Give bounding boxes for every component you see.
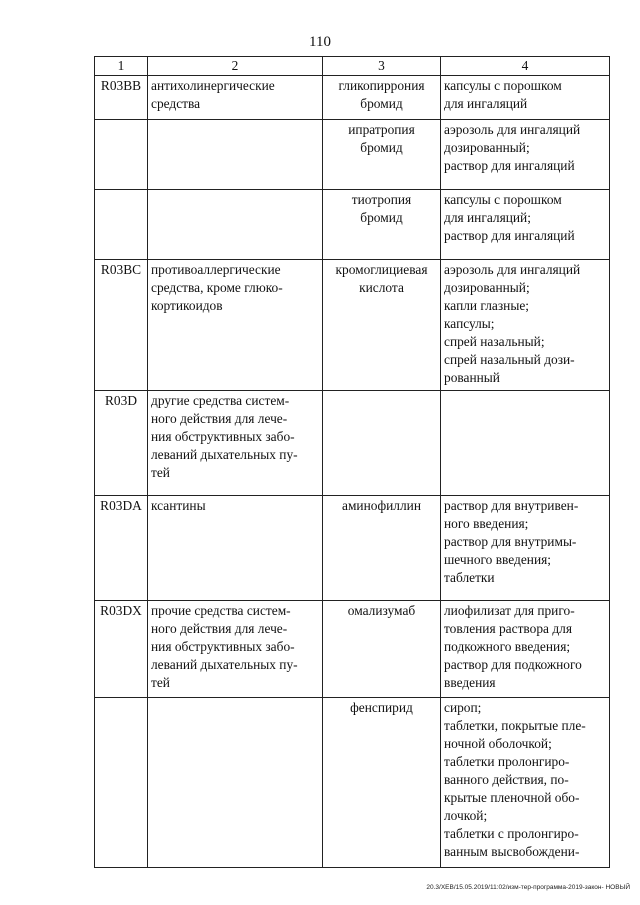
table-row — [95, 260, 610, 391]
dosage-form-line: товления раствора для — [444, 621, 572, 636]
group-name-cell — [148, 601, 323, 698]
dosage-form-cell — [441, 496, 610, 601]
inn-cell — [323, 496, 441, 601]
atc-code-cell — [95, 698, 148, 868]
atc-code-cell: R03DX — [95, 601, 148, 698]
group-name-line: кортикоидов — [151, 298, 223, 313]
dosage-form-line: ночной оболочкой; — [444, 736, 552, 751]
dosage-form-line: крытые пленочной обо- — [444, 790, 580, 805]
inn-line: бромид — [360, 210, 403, 225]
header-col-1: 1 — [95, 57, 148, 76]
inn-line: ипратропия — [348, 122, 415, 137]
dosage-form-line: лиофилизат для приго- — [444, 603, 575, 618]
dosage-form-cell — [441, 698, 610, 868]
group-name-line: тей — [151, 465, 170, 480]
table-header — [95, 57, 610, 76]
inn-line: аминофиллин — [342, 498, 421, 513]
header-col-3: 3 — [323, 57, 441, 76]
inn-cell — [323, 391, 441, 496]
dosage-form-line: ного введения; — [444, 516, 529, 531]
dosage-form-line: таблетки, покрытые пле- — [444, 718, 586, 733]
dosage-form-line: для ингаляций — [444, 96, 528, 111]
table-row — [95, 120, 610, 190]
group-name-line: ного действия для лече- — [151, 411, 288, 426]
inn-cell — [323, 76, 441, 120]
table-row — [95, 496, 610, 601]
inn-line: омализумаб — [347, 603, 416, 618]
atc-code-cell — [95, 120, 148, 190]
drug-table — [94, 56, 610, 868]
group-name-line: леваний дыхательных пу- — [151, 657, 298, 672]
dosage-form-line: таблетки пролонгиро- — [444, 754, 570, 769]
group-name-line: ксантины — [151, 498, 206, 513]
dosage-form-line: спрей назальный дози- — [444, 352, 575, 367]
dosage-form-line: ванным высвобождени- — [444, 844, 580, 859]
atc-code-cell: R03DA — [95, 496, 148, 601]
group-name-cell — [148, 698, 323, 868]
dosage-form-line: дозированный; — [444, 280, 530, 295]
dosage-form-line: капсулы с порошком — [444, 192, 562, 207]
atc-code-cell: R03D — [95, 391, 148, 496]
inn-cell — [323, 601, 441, 698]
inn-cell — [323, 190, 441, 260]
atc-code-cell: R03BC — [95, 260, 148, 391]
inn-line: бромид — [360, 140, 403, 155]
dosage-form-line: капли глазные; — [444, 298, 529, 313]
dosage-form-line: сироп; — [444, 700, 482, 715]
table-row — [95, 391, 610, 496]
dosage-form-line: введения — [444, 675, 496, 690]
dosage-form-line: капсулы с порошком — [444, 78, 562, 93]
dosage-form-line: аэрозоль для ингаляций — [444, 122, 581, 137]
dosage-form-line: подкожного введения; — [444, 639, 571, 654]
dosage-form-line: раствор для внутривен- — [444, 498, 579, 513]
group-name-line: антихолинергические — [151, 78, 275, 93]
inn-line: гликопиррония — [338, 78, 425, 93]
header-col-4: 4 — [441, 57, 610, 76]
inn-line: фенспирид — [350, 700, 413, 715]
table-row — [95, 190, 610, 260]
dosage-form-line: спрей назальный; — [444, 334, 545, 349]
dosage-form-line: дозированный; — [444, 140, 530, 155]
group-name-line: ния обструктивных забо- — [151, 639, 295, 654]
group-name-line: другие средства систем- — [151, 393, 290, 408]
dosage-form-line: раствор для ингаляций — [444, 158, 575, 173]
dosage-form-line: таблетки с пролонгиро- — [444, 826, 579, 841]
group-name-line: ного действия для лече- — [151, 621, 288, 636]
table-row — [95, 601, 610, 698]
dosage-form-line: аэрозоль для ингаляций — [444, 262, 581, 277]
group-name-cell — [148, 391, 323, 496]
inn-cell — [323, 698, 441, 868]
dosage-form-line: ванного действия, по- — [444, 772, 569, 787]
dosage-form-cell — [441, 76, 610, 120]
dosage-form-cell — [441, 391, 610, 496]
dosage-form-cell — [441, 260, 610, 391]
inn-line: бромид — [360, 96, 403, 111]
group-name-line: прочие средства систем- — [151, 603, 291, 618]
atc-code-cell — [95, 190, 148, 260]
group-name-line: леваний дыхательных пу- — [151, 447, 298, 462]
dosage-form-line: таблетки — [444, 570, 495, 585]
group-name-cell — [148, 190, 323, 260]
group-name-cell — [148, 260, 323, 391]
group-name-line: средства — [151, 96, 201, 111]
dosage-form-cell — [441, 601, 610, 698]
table-row — [95, 76, 610, 120]
table-row — [95, 698, 610, 868]
inn-line: тиотропия — [351, 192, 412, 207]
group-name-line: средства, кроме глюко- — [151, 280, 283, 295]
dosage-form-line: лочкой; — [444, 808, 488, 823]
dosage-form-line: капсулы; — [444, 316, 495, 331]
atc-code-cell: R03BB — [95, 76, 148, 120]
page-number: 110 — [309, 34, 331, 50]
group-name-cell — [148, 120, 323, 190]
table-body — [95, 76, 610, 868]
dosage-form-line: для ингаляций; — [444, 210, 531, 225]
header-col-2: 2 — [148, 57, 323, 76]
group-name-cell — [148, 496, 323, 601]
dosage-form-line: раствор для внутримы- — [444, 534, 577, 549]
dosage-form-line: рованный — [444, 370, 500, 385]
group-name-line: ния обструктивных забо- — [151, 429, 295, 444]
group-name-line: противоаллергические — [151, 262, 281, 277]
inn-cell — [323, 120, 441, 190]
dosage-form-line: шечного введения; — [444, 552, 552, 567]
inn-line: кислота — [359, 280, 404, 295]
group-name-cell — [148, 76, 323, 120]
dosage-form-line: раствор для ингаляций — [444, 228, 575, 243]
inn-cell — [323, 260, 441, 391]
dosage-form-cell — [441, 190, 610, 260]
footer-stamp: 20.3/ХЕВ/15.05.2019/11:02/изм-тер-программа-2019-закон- НОВЫЙ — [426, 884, 630, 891]
group-name-line: тей — [151, 675, 170, 690]
dosage-form-cell — [441, 120, 610, 190]
inn-line: кромоглициевая — [335, 262, 428, 277]
dosage-form-line: раствор для подкожного — [444, 657, 582, 672]
